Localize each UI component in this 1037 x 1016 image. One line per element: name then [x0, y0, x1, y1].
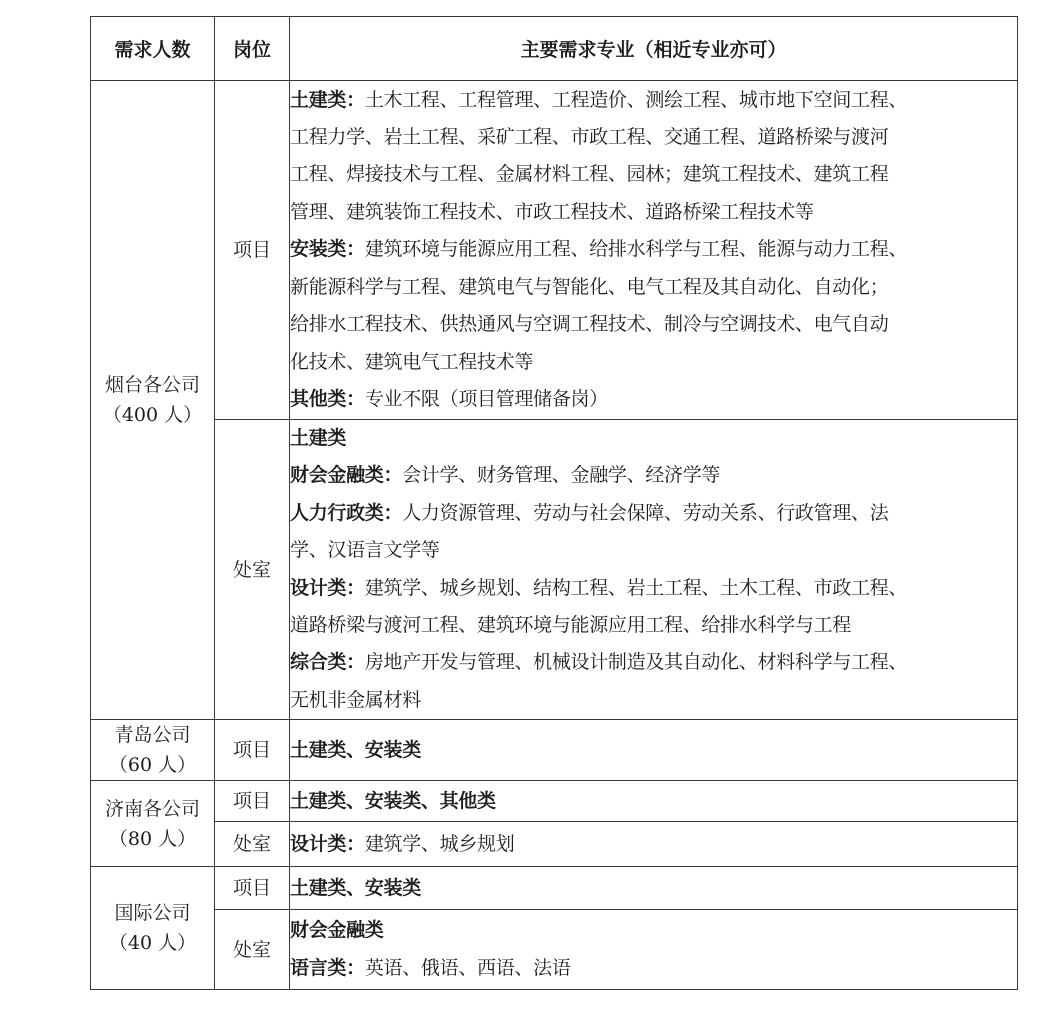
- majors-line: 工程力学、岩土工程、采矿工程、市政工程、交通工程、道路桥梁与渡河: [290, 126, 889, 149]
- company-name: 济南各公司: [104, 797, 200, 820]
- company-count: （40 人）: [108, 932, 197, 955]
- majors-line: 给排水工程技术、供热通风与空调工程技术、制冷与空调技术、电气自动: [290, 313, 889, 336]
- majors-line: 财会金融类：会计学、财务管理、金融学、经济学等: [290, 464, 721, 487]
- table-row-jinan-project: [91, 781, 1018, 822]
- table-row-intl-office: [91, 910, 1018, 990]
- majors-line: 其他类：专业不限（项目管理储备岗）: [290, 387, 608, 410]
- position-project: 项目: [215, 81, 290, 420]
- header-position: 岗位: [215, 17, 290, 81]
- majors-line: 设计类：建筑学、城乡规划: [290, 832, 515, 855]
- position-office: 处室: [215, 420, 290, 720]
- header-row: [91, 17, 1018, 81]
- company-jinan: [91, 781, 215, 867]
- majors-line: 道路桥梁与渡河工程、建筑环境与能源应用工程、给排水科学与工程: [290, 614, 852, 637]
- table-row-jinan-office: [91, 822, 1018, 867]
- majors-cell: [290, 720, 1018, 781]
- company-name: 国际公司: [114, 902, 191, 925]
- header-count: 需求人数: [91, 17, 215, 81]
- majors-line: 安装类：建筑环境与能源应用工程、给排水科学与工程、能源与动力工程、: [290, 238, 908, 261]
- majors-line: 工程、焊接技术与工程、金属材料工程、园林；建筑工程技术、建筑工程: [290, 163, 889, 186]
- position-project: 项目: [215, 781, 290, 822]
- majors-line: 新能源科学与工程、建筑电气与智能化、电气工程及其自动化、自动化；: [290, 275, 889, 298]
- company-count: （400 人）: [102, 404, 203, 427]
- table-row-intl-project: [91, 867, 1018, 910]
- majors-cell: [290, 910, 1018, 990]
- company-intl: [91, 867, 215, 990]
- position-office: 处室: [215, 910, 290, 990]
- table-row-yantai-office: [91, 420, 1018, 720]
- position-project: 项目: [215, 720, 290, 781]
- majors-line: 语言类：英语、俄语、西语、法语: [290, 956, 571, 979]
- majors-line: 财会金融类: [290, 919, 384, 942]
- majors-line: 化技术、建筑电气工程技术等: [290, 350, 534, 373]
- company-yantai: [91, 81, 215, 720]
- majors-line: 设计类：建筑学、城乡规划、结构工程、岩土工程、土木工程、市政工程、: [290, 576, 908, 599]
- majors-line: 土建类：土木工程、工程管理、工程造价、测绘工程、城市地下空间工程、: [290, 88, 908, 111]
- header-majors: 主要需求专业（相近专业亦可）: [290, 17, 1018, 81]
- majors-cell: [290, 822, 1018, 867]
- majors-cell: [290, 867, 1018, 910]
- majors-line: 土建类、安装类: [290, 738, 421, 761]
- recruitment-table: [90, 16, 1018, 990]
- majors-line: 土建类、安装类、其他类: [290, 789, 496, 812]
- company-count: （60 人）: [108, 754, 197, 777]
- majors-line: 管理、建筑装饰工程技术、市政工程技术、道路桥梁工程技术等: [290, 200, 814, 223]
- table-row-qingdao-project: [91, 720, 1018, 781]
- position-office: 处室: [215, 822, 290, 867]
- position-project: 项目: [215, 867, 290, 910]
- majors-line: 人力行政类：人力资源管理、劳动与社会保障、劳动关系、行政管理、法: [290, 501, 889, 524]
- company-qingdao: [91, 720, 215, 781]
- company-name: 烟台各公司: [104, 374, 200, 397]
- company-count: （80 人）: [108, 827, 197, 850]
- majors-cell: [290, 781, 1018, 822]
- majors-cell: [290, 420, 1018, 720]
- majors-line: 综合类：房地产开发与管理、机械设计制造及其自动化、材料科学与工程、: [290, 651, 908, 674]
- majors-line: 土建类: [290, 427, 347, 449]
- majors-line: 土建类、安装类: [290, 876, 421, 899]
- company-name: 青岛公司: [114, 724, 191, 747]
- table-row-yantai-project: [91, 81, 1018, 420]
- majors-line: 无机非金属材料: [290, 688, 421, 711]
- majors-line: 学、汉语言文学等: [290, 539, 440, 562]
- majors-cell: [290, 81, 1018, 420]
